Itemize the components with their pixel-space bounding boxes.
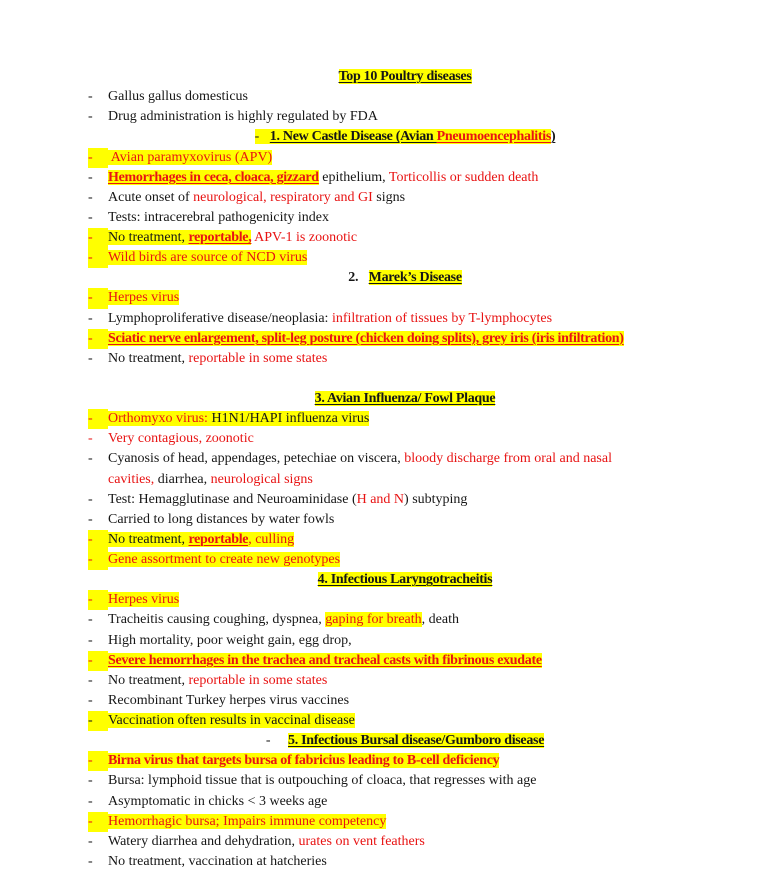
text-segment: reportable, [188, 230, 252, 245]
bullet-line [0, 168, 762, 188]
bullet-line [0, 288, 762, 308]
text-segment: ) subtyping [404, 491, 468, 507]
text-segment: H1N1/HAPI influenza virus [211, 411, 370, 427]
bullet-line [0, 631, 762, 651]
text-segment: reportable in some states [188, 672, 328, 688]
text-segment: Lymphoproliferative disease/neoplasia: [108, 310, 332, 326]
text-segment: Avian paramyxovirus (APV) [108, 149, 273, 165]
bullet-dash: - [88, 431, 93, 447]
heading-line [0, 268, 762, 288]
text-segment: No treatment, vaccination at hatcheries [108, 853, 327, 869]
text-segment: epithelium, [318, 169, 389, 185]
heading-line [0, 127, 762, 147]
bullet-line [0, 248, 762, 268]
text-segment: Birna virus that targets bursa of fabricius leading to B-cell deficiency [108, 753, 500, 769]
text-segment: Orthomyxo virus: [108, 411, 212, 427]
text-segment: urates on vent feathers [298, 833, 425, 849]
bullet-line [0, 711, 762, 731]
continuation-line [0, 470, 762, 490]
bullet-dash: - [88, 651, 108, 671]
bullet-line [0, 87, 762, 107]
text-segment [358, 270, 369, 285]
heading-line [0, 67, 762, 87]
bullet-dash: - [88, 409, 108, 429]
text-segment: ) [550, 129, 556, 145]
bullet-dash: - [88, 812, 108, 832]
bullet-dash: - [88, 612, 93, 628]
heading-line [0, 731, 762, 751]
blank-line [0, 369, 762, 389]
bullet-dash: - [88, 550, 108, 570]
bullet-dash: - [88, 248, 108, 268]
bullet-dash: - [88, 228, 108, 248]
bullet-dash: - [88, 288, 108, 308]
bullet-dash: - [88, 511, 93, 527]
text-segment: Herpes virus [108, 290, 180, 306]
bullet-line [0, 651, 762, 671]
text-segment: Recombinant Turkey herpes virus vaccines [108, 692, 350, 708]
bullet-line [0, 208, 762, 228]
text-segment: 3. Avian Influenza/ Fowl Plaque [314, 391, 496, 406]
indent-spacer [88, 470, 108, 490]
text-segment: High mortality, poor weight gain, egg drop, [108, 632, 352, 648]
bullet-line [0, 107, 762, 127]
text-segment: diarrhea, [157, 471, 211, 487]
bullet-line [0, 771, 762, 791]
bullet-dash: - [88, 672, 93, 688]
bullet-dash: - [88, 451, 93, 467]
text-segment: Tests: intracerebral pathogenicity index [108, 209, 329, 225]
bullet-dash: - [88, 189, 93, 205]
bullet-dash: - [88, 530, 108, 550]
bullet-dash: - [88, 310, 93, 326]
bullet-line [0, 490, 762, 510]
bullet-dash: - [88, 89, 93, 105]
text-segment: Pneumoencephalitis [436, 129, 551, 145]
bullet-line [0, 832, 762, 852]
bullet-line [0, 691, 762, 711]
bullet-line [0, 812, 762, 832]
text-segment: Gallus gallus domesticus [108, 89, 248, 105]
bullet-line [0, 309, 762, 329]
bullet-line [0, 530, 762, 550]
bullet-dash: - [88, 711, 108, 731]
text-segment: Asymptomatic in chicks < 3 weeks age [108, 793, 328, 809]
text-segment: No treatment, [108, 230, 189, 245]
text-segment: Carried to long distances by water fowls [108, 511, 335, 527]
bullet-line [0, 148, 762, 168]
text-segment: Severe hemorrhages in the trachea and tracheal casts with fibrinous exudate [108, 652, 542, 668]
text-segment: 2. [348, 270, 359, 286]
bullet-line [0, 751, 762, 771]
bullet-dash: - [88, 793, 93, 809]
bullet-line [0, 852, 762, 872]
text-segment: Acute onset of [108, 189, 194, 205]
bullet-dash: - [88, 329, 108, 349]
text-segment: signs [376, 189, 406, 205]
bullet-line [0, 550, 762, 570]
text-segment: Tracheitis causing coughing, dyspnea, [108, 612, 326, 628]
text-segment: Cyanosis of head, appendages, petechiae on viscera, [108, 451, 405, 467]
bullet-dash: - [88, 632, 93, 648]
bullet-dash: - [88, 350, 93, 366]
text-segment: Torticollis or sudden death [388, 169, 539, 185]
bullet-line [0, 671, 762, 691]
bullet-line [0, 228, 762, 248]
text-segment: No treatment, [108, 350, 189, 366]
bullet-line [0, 449, 762, 469]
text-segment: No treatment, [108, 531, 189, 547]
text-segment: neurological signs [210, 471, 313, 487]
bullet-line [0, 429, 762, 449]
bullet-dash: - [88, 773, 93, 789]
text-segment: Gene assortment to create new genotypes [108, 552, 341, 567]
text-segment: Vaccination often results in vaccinal disease [108, 713, 355, 728]
bullet-dash: - [88, 148, 108, 168]
text-segment: 5. Infectious Bursal disease/Gumboro disease [288, 733, 545, 749]
text-segment: Hemorrhages in ceca, cloaca, gizzard [108, 169, 319, 185]
text-segment: , culling [248, 531, 295, 547]
bullet-line [0, 349, 762, 369]
bullet-line [0, 792, 762, 812]
bullet-dash: - [88, 692, 93, 708]
text-segment: neurological, respiratory and GI [193, 189, 377, 205]
text-segment: Very contagious, zoonotic [108, 431, 254, 447]
bullet-dash: - [88, 109, 93, 125]
bullet-line [0, 610, 762, 630]
text-segment: APV-1 is zoonotic [251, 230, 358, 245]
text-segment: reportable in some states [188, 350, 328, 366]
heading-line [0, 570, 762, 590]
bullet-dash: - [88, 833, 93, 849]
bullet-line [0, 409, 762, 429]
text-segment: cavities, [108, 471, 158, 487]
text-segment: reportable [188, 531, 249, 547]
bullet-dash: - [88, 169, 93, 185]
text-segment: Bursa: lymphoid tissue that is outpouching of cloaca, that regresses with age [108, 773, 537, 789]
text-segment: infiltration of tissues by T-lymphocytes [331, 310, 553, 326]
bullet-dash: - [88, 853, 93, 869]
text-segment: Test: Hemagglutinase and Neuroaminidase ( [108, 491, 357, 507]
text-segment: Top 10 Poultry diseases [338, 69, 472, 84]
text-segment: Wild birds are source of NCD virus [108, 250, 308, 266]
bullet-dash: - [88, 491, 93, 507]
text-segment: 4. Infectious Laryngotracheitis [317, 572, 493, 588]
text-segment: Herpes virus [108, 592, 180, 608]
bullet-dash: - [88, 590, 108, 610]
text-segment: , death [421, 612, 459, 628]
text-segment: bloody discharge from oral and nasal [404, 451, 612, 467]
text-segment: Watery diarrhea and dehydration, [108, 833, 299, 849]
text-segment: Drug administration is highly regulated by FDA [108, 109, 378, 125]
bullet-dash: - [88, 209, 93, 225]
bullet-dash: - [88, 751, 108, 771]
text-segment: 1. New Castle Disease (Avian [269, 129, 437, 145]
text-segment: H and N [356, 491, 405, 507]
bullet-line [0, 188, 762, 208]
text-segment: Sciatic nerve enlargement, split-leg posture (chicken doing splits), grey iris (iris infiltration) [108, 330, 624, 346]
bullet-line [0, 329, 762, 349]
bullet-line [0, 590, 762, 610]
heading-line [0, 389, 762, 409]
text-segment: gaping for breath [325, 612, 422, 628]
text-segment: - [254, 129, 270, 145]
text-segment: No treatment, [108, 672, 189, 688]
text-segment: - [265, 733, 289, 749]
text-segment: Hemorrhagic bursa; Impairs immune competency [108, 813, 387, 829]
bullet-line [0, 510, 762, 530]
text-segment: Marek’s Disease [368, 270, 462, 286]
